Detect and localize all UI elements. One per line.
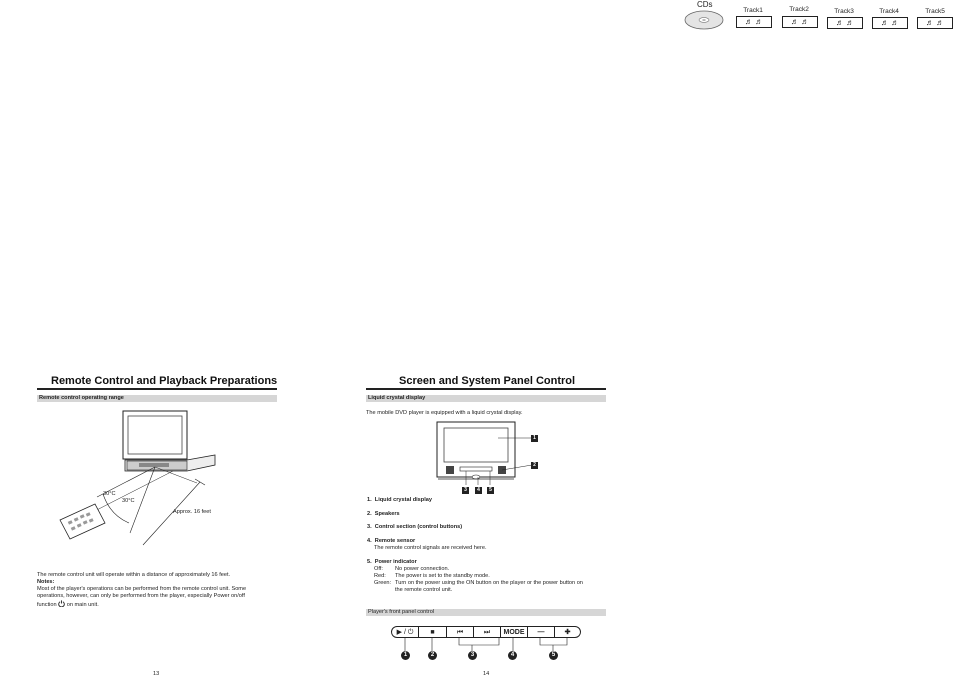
stop-button[interactable]: ■ [419, 627, 447, 638]
plus-button[interactable]: ✚ [564, 629, 571, 636]
panel-callout-marker: 3 [468, 651, 477, 660]
music-note-icon: ♬ ♬ [782, 16, 818, 28]
lcd-intro: The mobile DVD player is equipped with a liquid crystal display. [366, 410, 523, 416]
panel-callout-marker: 2 [428, 651, 437, 660]
callout-marker: 3 [462, 487, 469, 494]
page-title: Remote Control and Playback Preparations [51, 375, 278, 387]
angle-label-bottom: 30°C [122, 498, 135, 504]
section-bar: Liquid crystal display [366, 395, 606, 402]
title-rule [37, 388, 277, 390]
power-state-text: No power connection. [395, 566, 450, 572]
notes-line: Most of the player's operations can be performed from the remote control unit. Some [37, 586, 247, 592]
list-item: 1. Liquid crystal display [367, 497, 432, 503]
notes-text: on main unit. [66, 602, 99, 608]
section-bar: Player's front panel control [366, 609, 606, 616]
cd-disc-icon [684, 9, 724, 31]
notes-line [37, 600, 99, 609]
music-note-icon: ♬ ♬ [872, 17, 908, 29]
track-label: Track2 [789, 6, 809, 13]
title-rule [366, 388, 606, 390]
list-item: 2. Speakers [367, 511, 400, 517]
callout-marker: 1 [531, 435, 538, 442]
front-panel-strip [391, 626, 581, 638]
next-button[interactable]: ⏭ [474, 627, 501, 638]
cd-label: CDs [697, 0, 713, 9]
callout-marker: 2 [531, 462, 538, 469]
music-note-icon: ♬ ♬ [917, 17, 953, 29]
angle-label-top: 30°C [103, 491, 116, 497]
remote-range-illustration [55, 405, 230, 555]
music-note-icon: ♬ ♬ [736, 16, 772, 28]
power-state-text: Turn on the power using the ON button on the player or the power button on [395, 580, 583, 586]
panel-callout-marker: 5 [549, 651, 558, 660]
distance-label: Approx. 16 feet [173, 509, 211, 515]
page-number: 13 [153, 671, 160, 677]
cd-strip [684, 0, 954, 34]
list-item: 4. Remote sensor [367, 538, 416, 544]
player-front-diagram [436, 421, 546, 491]
list-item: 3. Control section (control buttons) [367, 524, 463, 530]
panel-callout-marker: 4 [508, 651, 517, 660]
section-bar: Remote control operating range [37, 395, 277, 402]
list-item: 5. Power indicator [367, 559, 417, 565]
panel-callout-marker: 1 [401, 651, 410, 660]
list-item-desc: The remote control signals are received here. [374, 545, 487, 551]
music-note-icon: ♬ ♬ [827, 17, 863, 29]
panel-callout-brackets [391, 638, 581, 652]
notes-label: Notes: [37, 579, 55, 585]
power-state-text: the remote control unit. [395, 587, 453, 593]
track-label: Track5 [925, 8, 945, 15]
minus-button[interactable]: — [528, 627, 555, 638]
range-description: The remote control unit will operate within a distance of approximately 16 feet. [37, 572, 231, 578]
track-label: Track4 [879, 8, 899, 15]
power-state-key: Red: [374, 573, 386, 579]
power-state-key: Green: [374, 580, 392, 586]
mode-button[interactable]: MODE [501, 627, 528, 638]
notes-text: function [37, 602, 57, 608]
callout-marker: 4 [475, 487, 482, 494]
play-power-button[interactable]: ▶ / ⏻ [392, 627, 419, 638]
power-state-text: The power is set to the standby mode. [395, 573, 490, 579]
callout-marker: 5 [487, 487, 494, 494]
power-state-key: Off: [374, 566, 383, 572]
page-number: 14 [483, 671, 490, 677]
page-title: Screen and System Panel Control [399, 375, 576, 387]
track-label: Track1 [743, 7, 763, 14]
power-icon [58, 600, 65, 607]
track-label: Track3 [834, 8, 854, 15]
notes-line: operations, however, can only be performed from the player, especially Power on/off [37, 593, 245, 599]
previous-button[interactable]: ⏮ [447, 627, 474, 638]
